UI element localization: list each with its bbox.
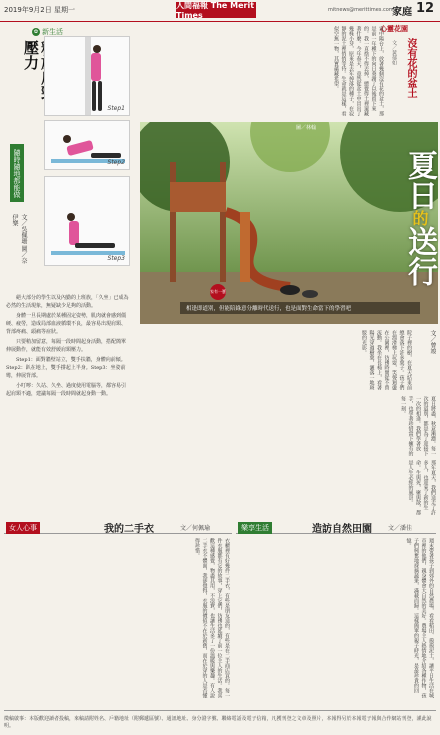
submission-notice: 徵稿啟事：本版歡迎讀者投稿，來稿請附姓名、戶籍地址（附郵遞區號）、通訊地址、身分證字號、聯絡電話及電子信箱，凡獲刊登之文章及照片，本報得另於本報電子報與合作網站刊登，謹此說明。 [4, 710, 436, 728]
article-author: 文／潘佳 [388, 525, 413, 532]
paragraph: 身體一旦長期處於某種固定姿勢，肌肉就會感到僵硬、疲勞，造成局部血液循環不良，最容易出現肩頸、背部疼痛、頭痛等症狀。 [6, 313, 127, 335]
yoga-step2-photo [44, 120, 130, 170]
feature-body-1: 院子裡的樹，在夏天結束前總會落下許多葉子。孩子們在溜滑梯上玩耍，笑聲迴盪在公園裡，彷彿時間從不曾流動。我坐在長椅上，看著陽光穿過樹葉，灑落一地斑駁的光影。 [361, 330, 412, 390]
photo-credit: 圖／林翰 [296, 125, 317, 131]
column-author: 文／黃郁如 [391, 40, 397, 65]
feature-body-2: 夏日將盡，秋意漸濃。每一次的道別，都是為了迎接下一次的相逢。我們學著放手，也學著珍惜當下擁有的每一刻。 [400, 396, 436, 456]
paragraph: 只要稍加留意，每隔一段時間起身活動，搭配簡單伸展動作，就能有效舒緩肩頸壓力。 [6, 339, 127, 353]
article-title: 造訪自然田園 [312, 524, 372, 535]
yoga-step3-photo [44, 176, 130, 266]
photo-caption: 相逢即道別，但能陪綠意分離時代送行，也是面對生命當下的學習吧 [180, 302, 420, 314]
paragraph: Step1：面對牆壁站立，雙手扶牆，身體向前傾。Step2：趴在地上，雙手撐起上半身。Step3：坐姿前彎，伸展背部。 [6, 357, 126, 379]
figure-head [93, 45, 101, 53]
article-title: 我的二手衣 [104, 524, 154, 535]
section-tag-lifestyle: 樂享生活 [238, 522, 272, 534]
figure-torso [66, 140, 94, 156]
bottom-left-article [4, 520, 232, 700]
figure-leg [91, 153, 121, 158]
article-author: 文／吳佩珊 圖／奈伊樂 [11, 214, 27, 264]
feature-title-bottom: 送行 [402, 226, 437, 286]
feature-body-3: 那年夏天，我們送走了許多人，也迎來了新的生命。生與死，聚與散，都是人生必經的風景。 [407, 460, 436, 515]
figure-leg [98, 81, 102, 111]
article-title: 壓力 [22, 40, 40, 70]
header-email: mitnews@merittimes.com.tw [328, 7, 402, 13]
article-header [236, 520, 436, 534]
figure-leg [92, 81, 96, 111]
tag-label: 新生活 [42, 27, 63, 36]
paragraph: 小叮嚀：久站、久坐、過度使用電腦等，都容易引起肩頸不適，建議每隔一段時間就起身動一動。 [6, 383, 127, 397]
article-body: 週末帶著孩子到郊外的自然農場，看看稻田、摸摸泥土，讓平日生活在城市裡的他們，親身體會大自然的美好。農場主人熱情地介紹各種作物，孩子們興奮地採摘蔬果，滿載而歸。這樣簡單的親子時光，是最珍貴的回憶。 [405, 538, 434, 698]
figure-leg [75, 243, 115, 248]
column-title: 沒有花的盆土 [405, 38, 416, 98]
section-tag-spirit-garden: 心靈花園 [380, 25, 408, 33]
article-body: 衣櫃裡有好幾件二手衣，有些是朋友送的，有些是在二手商店買的。每一件衣服都有它的故事，穿上它們，彷彿也延續了前一位主人的生活。我喜歡這種感覺，物盡其用，不浪費，也讓生活多了一份溫暖與樂趣。有人說二手衣不體面，我卻覺得，衣服的價值不在於新舊，而在於穿的人是否懂得珍惜。 [194, 538, 230, 698]
page-header [0, 0, 440, 22]
page-number: 12 [416, 1, 435, 16]
article-author: 文／何佩瑜 [180, 525, 211, 532]
figure-torso [69, 221, 79, 245]
stamp-badge: 家有一寶 [210, 284, 226, 300]
newspaper-logo: 人間福報 The Merit Times [176, 1, 255, 20]
bottom-right-article [236, 520, 436, 700]
step3-label: Step3 [107, 255, 125, 262]
leaf-icon: ✿ [33, 28, 39, 35]
feature-author: 文／曾竣 [429, 330, 436, 354]
figure-head [67, 213, 75, 221]
section-name: 家庭 [392, 7, 412, 18]
step2-label: Step2 [107, 159, 125, 166]
section-tag-women: 女人心事 [6, 522, 40, 534]
figure-head [63, 135, 71, 143]
paragraph: 絕大部分的學生以及內勤的上班族，「久坐」已成為必然的生活現象，無疑缺少足夠的活動。 [6, 295, 129, 309]
yoga-step1-photo [44, 36, 130, 116]
step1-label: Step1 [107, 105, 125, 112]
left-column-article [4, 26, 132, 521]
header-date: 2019年9月2日 星期一 [4, 6, 75, 14]
article-body [6, 294, 130, 400]
figure-torso [91, 53, 101, 81]
article-header [4, 520, 232, 534]
column-body: 家中陽台上，放著幾個沒有花的盆土，那是前一年種下的向日葵謝了以後留下來的。我一直捨不得丟掉，總覺得土裡還藏著什麼。今年春天，竟然從盆土中冒出了幾株小芽，原來是去年掉落的種子，在寂靜的泥土裡悄悄等待。生命就是這樣，看似空無一物，其實蘊藏希望。 [333, 26, 384, 116]
feature-title [380, 150, 436, 310]
feature-title-particle: 的 [410, 210, 429, 226]
feature-title-top: 夏日 [402, 150, 437, 210]
article-subtitle: 隨時隨地都能做 [10, 144, 24, 202]
